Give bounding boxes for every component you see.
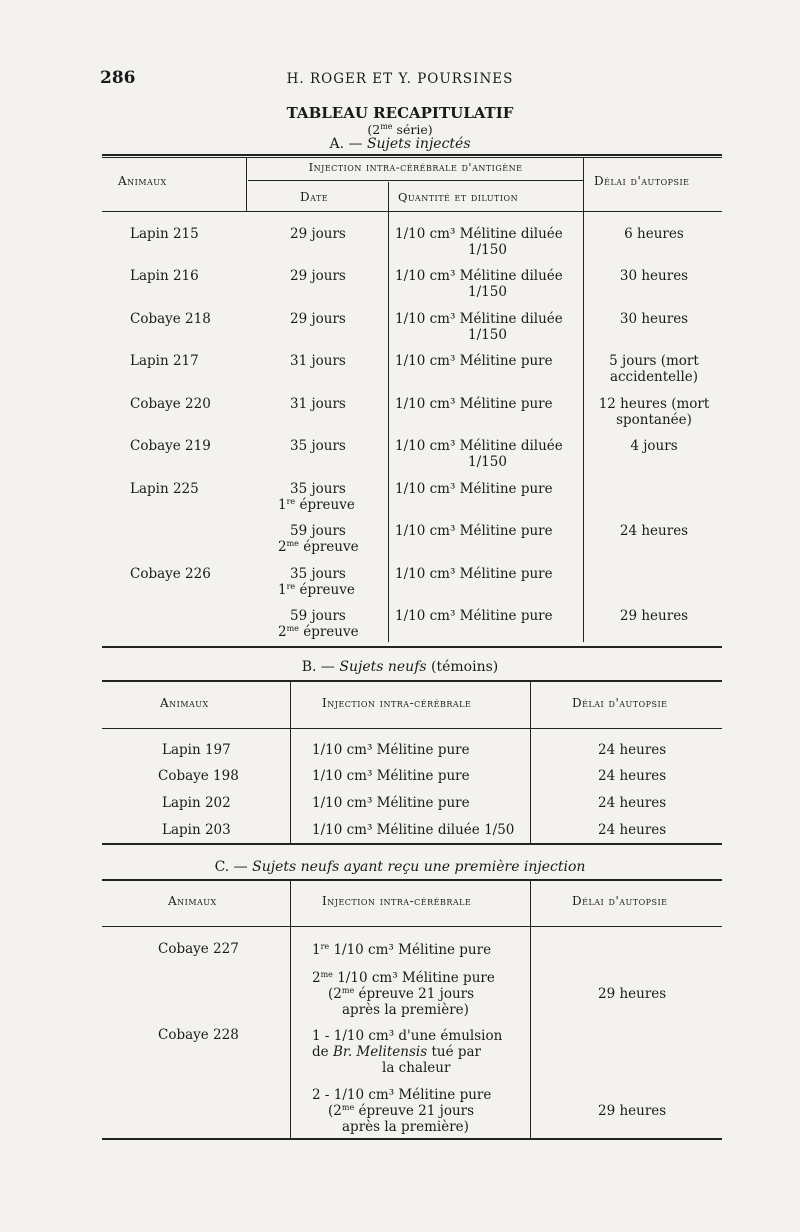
quantite-cell: 1/10 cm³ Mélitine pure	[395, 353, 553, 369]
injection-text: épreuve 21 jours	[358, 1103, 475, 1119]
col-date: Date	[300, 190, 329, 204]
epreuve-num: (2	[328, 986, 342, 1002]
dilution-cell: 1/150	[468, 454, 507, 470]
epreuve-cell	[278, 582, 355, 598]
animal-cell: Lapin 225	[130, 481, 199, 497]
col-injection: Injection intra-cérébrale	[322, 894, 472, 908]
delai-cell-cont: accidentelle)	[609, 369, 699, 385]
injection-line: après la première)	[342, 1002, 469, 1018]
animal-cell: Cobaye 219	[130, 438, 211, 454]
injection-line: 1re 1/10 cm³ Mélitine pure	[312, 942, 492, 958]
col-animaux: Animaux	[118, 174, 167, 188]
authors: H. ROGER ET Y. POURSINES	[286, 71, 514, 87]
animal-cell: Cobaye 218	[130, 311, 211, 327]
epreuve-num: 1	[278, 582, 287, 598]
delai-cell: 30 heures	[619, 311, 689, 327]
delai-cell: 12 heures (mort	[598, 396, 710, 412]
injection-text: tué par	[431, 1044, 481, 1060]
section-a-prefix: A. —	[329, 136, 363, 152]
section-a-title: Sujets injectés	[366, 136, 471, 152]
delai-cell: 6 heures	[624, 226, 684, 242]
delai-cell: 24 heures	[598, 795, 667, 811]
epreuve-sup: me	[286, 539, 299, 548]
series-word: série	[396, 122, 428, 137]
date-cell: 35 jours	[290, 481, 346, 497]
epreuve-sup: me	[286, 624, 299, 633]
delai-cell: 29 heures	[598, 1103, 667, 1119]
dilution-cell: 1/150	[468, 242, 507, 258]
animal-cell: Lapin 203	[162, 822, 231, 838]
injection-text: de	[312, 1044, 329, 1060]
injection-line: la chaleur	[382, 1060, 451, 1076]
delai-cell: 24 heures	[598, 742, 667, 758]
epreuve-word: épreuve	[299, 497, 355, 513]
animal-cell: Lapin 217	[130, 353, 199, 369]
quantite-cell: 1/10 cm³ Mélitine diluée	[395, 268, 563, 284]
animal-cell: Lapin 216	[130, 268, 199, 284]
section-b-suffix: (témoins)	[431, 659, 499, 675]
delai-cell: 29 heures	[598, 986, 667, 1002]
injection-line: 1 - 1/10 cm³ d'une émulsion	[312, 1028, 503, 1044]
quantite-cell: 1/10 cm³ Mélitine diluée	[395, 226, 563, 242]
quantite-cell: 1/10 cm³ Mélitine diluée	[395, 438, 563, 454]
epreuve-sup: re	[286, 497, 296, 506]
delai-cell: 24 heures	[598, 768, 667, 784]
epreuve-word: épreuve	[299, 582, 355, 598]
date-cell: 59 jours	[290, 608, 346, 624]
date-cell: 29 jours	[290, 226, 346, 242]
epreuve-num: 2	[278, 624, 287, 640]
epreuve-cell	[278, 539, 359, 555]
epreuve-word: épreuve	[303, 624, 359, 640]
dilution-cell: 1/150	[468, 327, 507, 343]
quantite-cell: 1/10 cm³ Mélitine diluée	[395, 311, 563, 327]
epreuve-sup: me	[341, 1103, 355, 1112]
date-cell: 29 jours	[290, 311, 346, 327]
injection-line	[312, 1044, 481, 1060]
injection-line	[328, 986, 474, 1002]
animal-cell: Cobaye 227	[158, 941, 239, 957]
animal-cell: Cobaye 226	[130, 566, 211, 582]
epreuve-num: 2	[278, 539, 287, 555]
animal-cell: Cobaye 220	[130, 396, 211, 412]
col-injection: Injection intra-cérébrale	[322, 696, 472, 710]
injection-line: $2^{me}$ 1/10 cm³ Mélitine pure	[312, 970, 495, 986]
col-injection-antigene: Injection intra-cérébrale d'antigène	[308, 160, 523, 174]
col-delai: Délai d'autopsie	[572, 894, 668, 908]
date-cell: 29 jours	[290, 268, 346, 284]
date-cell: 31 jours	[290, 396, 346, 412]
quantite-cell: 1/10 cm³ Mélitine pure	[395, 608, 553, 624]
series-label: ($2^{me}$ série)	[367, 122, 433, 137]
animal-cell: Cobaye 198	[158, 768, 239, 784]
injection-line: 2 - 1/10 cm³ Mélitine pure	[312, 1087, 492, 1103]
bacteria-name: Br. Melitensis	[332, 1044, 428, 1060]
injection-cell: 1/10 cm³ Mélitine pure	[312, 795, 470, 811]
injection-cell: 1/10 cm³ Mélitine diluée 1/50	[312, 822, 515, 838]
running-header	[0, 71, 800, 87]
quantite-cell: 1/10 cm³ Mélitine pure	[395, 481, 553, 497]
delai-cell: 4 jours	[630, 438, 678, 454]
date-cell: 35 jours	[290, 438, 346, 454]
series-num: 2	[372, 122, 381, 137]
animal-cell: Lapin 215	[130, 226, 199, 242]
section-a-heading	[200, 136, 600, 152]
date-cell: 59 jours	[290, 523, 346, 539]
col-animaux: Animaux	[168, 894, 217, 908]
epreuve-num: 1	[278, 497, 287, 513]
epreuve-cell	[278, 624, 359, 640]
delai-cell: 24 heures	[598, 822, 667, 838]
delai-cell: 30 heures	[619, 268, 689, 284]
section-b-heading	[200, 659, 600, 675]
delai-cell: 24 heures	[619, 523, 689, 539]
injection-text: 1/10 cm³ Mélitine pure	[337, 970, 495, 986]
injection-text: épreuve 21 jours	[358, 986, 475, 1002]
epreuve-word: épreuve	[303, 539, 359, 555]
quantite-cell: 1/10 cm³ Mélitine pure	[395, 523, 553, 539]
injection-sup: me	[320, 970, 333, 979]
injection-line	[328, 1103, 474, 1119]
injection-cell: 1/10 cm³ Mélitine pure	[312, 742, 470, 758]
epreuve-sup: me	[341, 986, 355, 995]
col-animaux: Animaux	[160, 696, 209, 710]
animal-cell: Cobaye 228	[158, 1027, 239, 1043]
injection-cell: 1/10 cm³ Mélitine pure	[312, 768, 470, 784]
table-title: TABLEAU RECAPITULATIF	[286, 104, 514, 122]
animal-cell: Lapin 197	[162, 742, 231, 758]
injection-sup: re	[320, 942, 330, 951]
section-c-prefix: C. —	[214, 859, 248, 875]
delai-cell: 5 jours (mort	[609, 353, 699, 369]
section-c-heading	[150, 859, 650, 875]
col-delai: Délai d'autopsie	[572, 696, 668, 710]
page-number: 286	[100, 68, 136, 88]
section-c-title: Sujets neufs ayant reçu une première injection	[252, 859, 586, 875]
animal-cell: Lapin 202	[162, 795, 231, 811]
series-sup: me	[380, 122, 393, 131]
injection-text: 1/10 cm³ Mélitine pure	[333, 942, 492, 958]
quantite-cell: 1/10 cm³ Mélitine pure	[395, 396, 553, 412]
col-quantite: Quantité et dilution	[398, 190, 519, 204]
epreuve-cell	[278, 497, 355, 513]
delai-cell: 29 heures	[619, 608, 689, 624]
section-b-prefix: B. —	[301, 659, 335, 675]
injection-line: après la première)	[342, 1119, 469, 1135]
delai-cell-cont: spontanée)	[616, 412, 692, 428]
epreuve-sup: re	[286, 582, 296, 591]
quantite-cell: 1/10 cm³ Mélitine pure	[395, 566, 553, 582]
epreuve-num: (2	[328, 1103, 342, 1119]
col-delai: Délai d'autopsie	[594, 174, 690, 188]
dilution-cell: 1/150	[468, 284, 507, 300]
date-cell: 31 jours	[290, 353, 346, 369]
date-cell: 35 jours	[290, 566, 346, 582]
section-b-title: Sujets neufs	[339, 659, 427, 675]
